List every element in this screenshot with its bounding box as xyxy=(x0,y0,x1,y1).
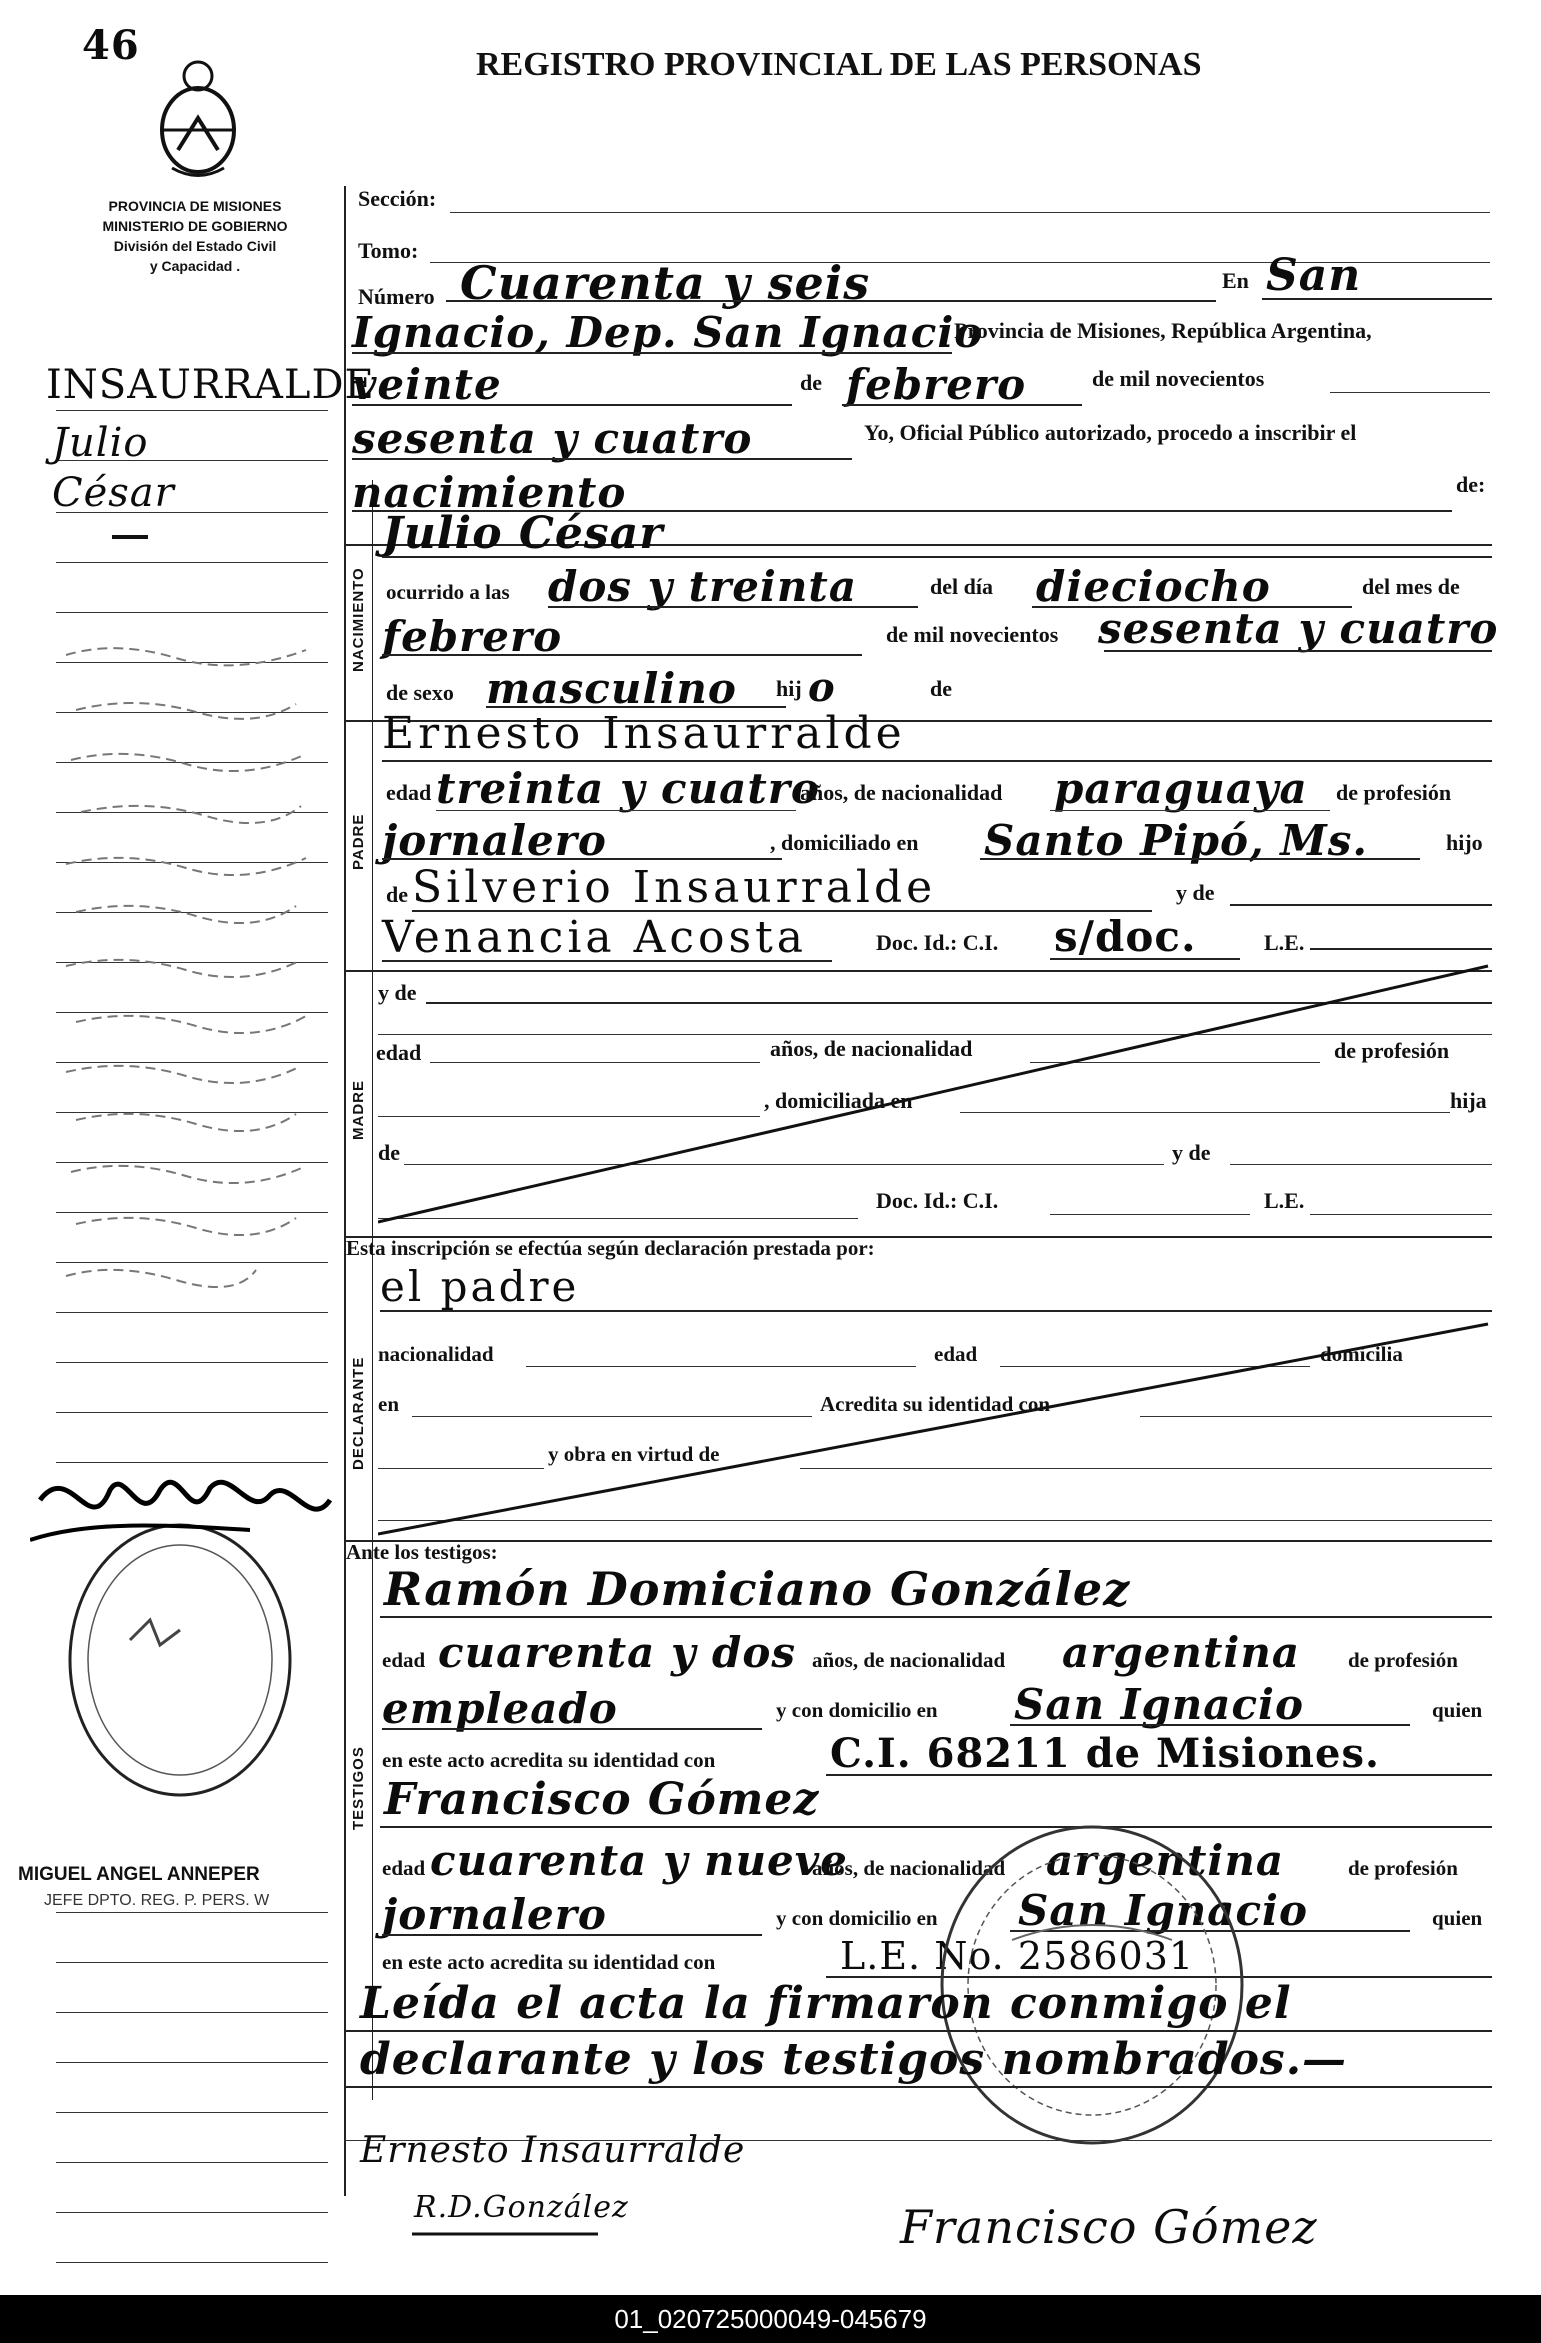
margin-surname: INSAURRALDE xyxy=(46,362,375,408)
value-t1-nac: argentina xyxy=(1062,1628,1301,1677)
value-t2-edad: cuarenta y nueve xyxy=(430,1836,848,1885)
value-anio: sesenta y cuatro xyxy=(352,414,753,463)
label-ante-testigos: Ante los testigos: xyxy=(346,1540,498,1564)
agency-block xyxy=(50,196,340,276)
line-testigo-1 xyxy=(380,1616,1492,1618)
label-seccion: Sección: xyxy=(358,186,437,211)
document-title: REGISTRO PROVINCIAL DE LAS PERSONAS xyxy=(476,46,1202,83)
line-anio xyxy=(352,458,852,460)
label-mil-novecientos: de mil novecientos xyxy=(1092,366,1265,391)
value-t2-doc: L.E. No. 2586031 xyxy=(840,1934,1195,1978)
signature-underline xyxy=(412,2228,602,2240)
label-domicilia: domicilia xyxy=(1320,1342,1403,1366)
label-hijo: hijo xyxy=(1446,830,1483,855)
value-numero: Cuarenta y seis xyxy=(460,256,871,310)
value-abuelo: Silverio Insaurralde xyxy=(412,862,937,913)
value-t1-dom: San Ignacio xyxy=(1014,1680,1305,1729)
label-de: de xyxy=(800,370,822,395)
coat-of-arms-icon xyxy=(152,58,244,178)
margin-stamp-title: JEFE DPTO. REG. P. PERS. W xyxy=(44,1892,270,1909)
label-t2-domicilio: y con domicilio en xyxy=(776,1906,938,1930)
label-t1-domicilio: y con domicilio en xyxy=(776,1698,938,1722)
label-obra: y obra en virtud de xyxy=(548,1442,720,1466)
margin-name-2: César xyxy=(52,470,175,516)
label-de-mil-nov: de mil novecientos xyxy=(886,622,1059,647)
value-ci: s/doc. xyxy=(1054,912,1197,961)
label-t2-acredita: en este acto acredita su identidad con xyxy=(382,1950,716,1974)
label-de-3: de xyxy=(386,882,408,907)
margin-notes-scribbles xyxy=(56,620,326,1420)
label-tomo: Tomo: xyxy=(358,238,419,263)
line-anio-nac xyxy=(1104,650,1492,652)
value-t2-dom: San Ignacio xyxy=(1018,1886,1309,1935)
line-seccion xyxy=(450,212,1490,213)
line-closing-2 xyxy=(344,2086,1492,2088)
line-numero xyxy=(446,300,1216,302)
line-nombre xyxy=(382,556,1492,558)
line-mil-nov xyxy=(1330,392,1490,393)
value-mes: febrero xyxy=(846,360,1027,409)
line-t2-prof xyxy=(382,1934,762,1936)
line-le xyxy=(1310,948,1492,950)
label-de-2: de xyxy=(930,676,952,701)
line-t1-prof xyxy=(382,1728,762,1730)
agency-line-4: y Capacidad . xyxy=(149,258,241,274)
value-tipo: nacimiento xyxy=(352,468,627,517)
value-hij-suffix: o xyxy=(808,664,836,711)
label-del-mes: del mes de xyxy=(1362,574,1460,599)
line-padre-nac xyxy=(1050,810,1330,811)
label-edad: edad xyxy=(386,780,432,805)
closing-line-2: declarante y los testigos nombrados.— xyxy=(360,2034,1348,2085)
agency-line-2: MINISTERIO DE GOBIERNO xyxy=(102,218,288,234)
value-lugar: Ignacio, Dep. San Ignacio xyxy=(352,308,984,357)
label-nacionalidad: nacionalidad xyxy=(378,1342,494,1366)
label-de-colon: de: xyxy=(1456,472,1486,497)
line-t1-dom xyxy=(1010,1724,1410,1726)
label-madre-edad: edad xyxy=(376,1040,422,1065)
label-t1-acredita: en este acto acredita su identidad con xyxy=(382,1748,716,1772)
line-padre-prof xyxy=(382,858,782,860)
line-padre-dom xyxy=(980,858,1420,860)
label-madre-y-de2: y de xyxy=(1172,1140,1211,1165)
label-t2-anos: años, de nacionalidad xyxy=(812,1856,1006,1880)
value-nombre: Julio César xyxy=(382,508,664,559)
value-t1-edad: cuarenta y dos xyxy=(438,1628,796,1677)
label-madre-domiciliada: , domiciliada en xyxy=(764,1088,913,1113)
value-anio-nac: sesenta y cuatro xyxy=(1098,604,1499,653)
label-ocurrido: ocurrido a las xyxy=(386,580,510,604)
label-inscripcion: Esta inscripción se efectúa según declaración prestada por: xyxy=(346,1236,875,1260)
value-t1-prof: empleado xyxy=(382,1684,618,1733)
label-t2-edad: edad xyxy=(382,1856,426,1880)
label-madre-doc: Doc. Id.: C.I. xyxy=(876,1188,999,1213)
label-madre-hija: hija xyxy=(1450,1088,1487,1113)
label-del-dia: del día xyxy=(930,574,993,599)
label-t1-quien: quien xyxy=(1432,1698,1483,1722)
agency-line-3: División del Estado Civil xyxy=(113,238,277,254)
value-en: San xyxy=(1266,250,1362,301)
line-mes-nac xyxy=(382,654,862,656)
label-doc-id: Doc. Id.: C.I. xyxy=(876,930,999,955)
label-decl-edad: edad xyxy=(934,1342,978,1366)
line-closing-1 xyxy=(344,2030,1492,2032)
value-t2-nac: argentina xyxy=(1046,1836,1285,1885)
section-padre: PADRE xyxy=(350,813,367,870)
value-dia: veinte xyxy=(352,360,502,409)
margin-stamp-name: MIGUEL ANGEL ANNEPER xyxy=(18,1864,260,1885)
agency-line-1: PROVINCIA DE MISIONES xyxy=(108,198,282,214)
label-hij: hij xyxy=(776,676,802,701)
signature-testigo-2: Francisco Gómez xyxy=(900,2200,1318,2254)
label-t1-edad: edad xyxy=(382,1648,426,1672)
line-declarante xyxy=(380,1310,1492,1312)
signature-testigo-1: R.D.González xyxy=(414,2190,629,2225)
section-madre: MADRE xyxy=(350,1080,367,1140)
label-domiciliado: , domiciliado en xyxy=(770,830,919,855)
value-t1-doc: C.I. 68211 de Misiones. xyxy=(830,1730,1380,1777)
line-en xyxy=(1262,298,1492,300)
value-declarante: el padre xyxy=(380,1262,580,1311)
value-padre-edad: treinta y cuatro xyxy=(436,764,820,813)
value-t2-prof: jornalero xyxy=(382,1890,607,1939)
line-dia xyxy=(352,404,792,406)
line-hora xyxy=(548,606,918,608)
label-yo-oficial: Yo, Oficial Público autorizado, procedo a inscribir el xyxy=(864,420,1357,445)
value-sexo: masculino xyxy=(486,664,737,713)
section-nacimiento: NACIMIENTO xyxy=(350,567,367,672)
margin-name-1: Julio xyxy=(52,420,149,466)
label-madre-y-de: y de xyxy=(378,980,417,1005)
line-lugar xyxy=(352,352,952,354)
dash-mark xyxy=(110,530,150,544)
value-padre-prof: jornalero xyxy=(382,816,607,865)
line-y-de xyxy=(1230,904,1492,906)
section-testigos: TESTIGOS xyxy=(350,1746,367,1830)
document-id-bar: 01_020725000049-045679 xyxy=(0,2295,1541,2343)
line-mes xyxy=(842,404,1082,406)
label-t2-profesion: de profesión xyxy=(1348,1856,1458,1880)
label-y-de: y de xyxy=(1176,880,1215,905)
testigos-top-rule xyxy=(344,1540,1492,1542)
line-t1-doc xyxy=(826,1774,1492,1776)
label-anos-nac: años, de nacionalidad xyxy=(800,780,1003,805)
value-abuela: Venancia Acosta xyxy=(382,912,808,963)
label-madre-anos: años, de nacionalidad xyxy=(770,1036,973,1061)
label-le: L.E. xyxy=(1264,930,1305,955)
label-de-profesion: de profesión xyxy=(1336,780,1452,805)
official-seal-stamp xyxy=(30,1470,350,1810)
value-mes-nac: febrero xyxy=(382,612,563,661)
value-padre-dom: Santo Pipó, Ms. xyxy=(984,816,1369,865)
value-padre: Ernesto Insaurralde xyxy=(382,708,906,759)
label-madre-le: L.E. xyxy=(1264,1188,1305,1213)
label-provincia: Provincia de Misiones, República Argentina, xyxy=(954,318,1372,343)
label-en: En xyxy=(1222,268,1249,293)
label-decl-en: en xyxy=(378,1392,399,1416)
value-testigo-2: Francisco Gómez xyxy=(384,1774,820,1825)
section-declarante: DECLARANTE xyxy=(350,1356,367,1470)
label-t1-profesion: de profesión xyxy=(1348,1648,1458,1672)
label-acredita: Acredita su identidad con xyxy=(820,1392,1051,1416)
section-label-column xyxy=(372,480,373,2100)
page-number: 46 xyxy=(82,22,140,69)
signature-declarante: Ernesto Insaurralde xyxy=(360,2130,746,2171)
label-sexo: de sexo xyxy=(386,680,454,705)
label-t2-quien: quien xyxy=(1432,1906,1483,1930)
form-left-border xyxy=(344,186,346,2196)
label-madre-profesion: de profesión xyxy=(1334,1038,1450,1063)
label-madre-de: de xyxy=(378,1140,400,1165)
value-padre-nac: paraguaya xyxy=(1054,764,1308,813)
value-hora: dos y treinta xyxy=(548,562,858,611)
line-padre-edad xyxy=(436,810,796,811)
value-dia-nac: dieciocho xyxy=(1036,562,1271,611)
label-t1-anos: años, de nacionalidad xyxy=(812,1648,1006,1672)
value-testigo-1: Ramón Domiciano González xyxy=(384,1562,1131,1616)
label-numero: Número xyxy=(358,284,435,309)
closing-line-1: Leída el acta la firmaron conmigo el xyxy=(360,1978,1292,2029)
declarante-strike-line xyxy=(378,1320,1498,1540)
line-padre xyxy=(382,760,1492,762)
madre-strike-line xyxy=(378,960,1498,1230)
